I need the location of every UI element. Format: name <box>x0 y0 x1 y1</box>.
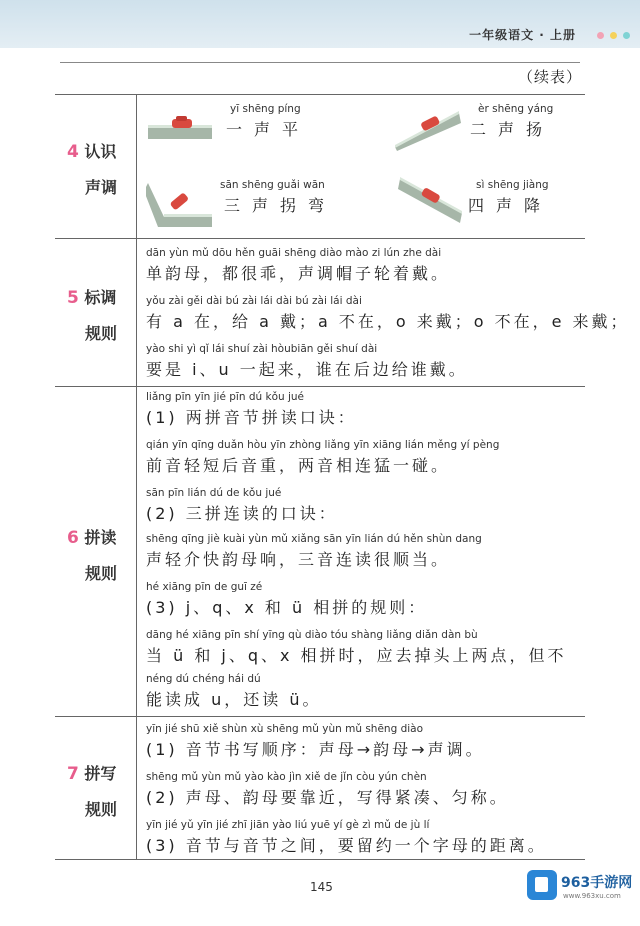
table-row-5 <box>55 238 630 386</box>
rule-lines <box>138 239 630 386</box>
row-label-cell <box>55 387 137 716</box>
row-label-cell <box>55 95 137 238</box>
text-line: (2) 声母、韵母要靠近，写得紧凑、匀称。 <box>146 788 509 807</box>
pinyin-line: yīn jié shū xiě shùn xù shēng mǔ yùn mǔ shēng diào <box>146 723 424 735</box>
table-row-6 <box>55 386 585 716</box>
tone-1-pinyin: yī shēng píng <box>230 103 301 115</box>
text-line: 声轻介快韵母响，三音连读很顺当。 <box>146 550 451 569</box>
row-title-2: 规则 <box>85 564 118 583</box>
dip-road-icon <box>146 173 216 229</box>
pink-dot <box>597 32 604 39</box>
tone-4-hanzi: 四声降 <box>468 196 553 215</box>
row-title: 6 拼读 <box>67 528 117 548</box>
row-title-2: 规则 <box>85 324 118 343</box>
tone-3-pinyin: sān shēng guǎi wān <box>220 179 325 191</box>
pinyin-line: dān yùn mǔ dōu hěn guāi shēng diào mào zi lún zhe dài <box>146 247 442 259</box>
table-row-4 <box>55 94 585 238</box>
text-line: (3) j、q、x 和 ü 相拼的规则： <box>146 598 428 617</box>
rule-lines <box>138 717 585 859</box>
continued-label: （续表） <box>517 68 582 86</box>
row-title: 4 认识 <box>67 142 117 162</box>
row-title-2: 规则 <box>85 800 118 819</box>
pinyin-line: shēng mǔ yùn mǔ yào kào jìn xiě de jǐn còu yún chèn <box>146 771 427 783</box>
row-title-2: 声调 <box>85 178 118 197</box>
pinyin-line: liǎng pīn yīn jié pīn dú kǒu jué <box>146 391 305 403</box>
tone-1-hanzi: 一声平 <box>226 120 311 139</box>
row-label-cell <box>55 239 137 386</box>
text-line: (2) 三拼连读的口诀： <box>146 504 338 523</box>
table-row-7 <box>55 716 585 860</box>
row-title: 7 拼写 <box>67 764 117 784</box>
text-line: 能读成 u，还读 ü。 <box>146 690 322 709</box>
row-title: 5 标调 <box>67 288 117 308</box>
tone-4-pinyin: sì shēng jiàng <box>476 179 549 191</box>
rising-road-icon <box>393 103 463 151</box>
phone-icon <box>527 870 557 900</box>
teal-dot <box>623 32 630 39</box>
watermark-url: www.963xu.com <box>563 892 621 900</box>
text-line: 有 a 在，给 a 戴；a 不在，o 来戴；o 不在，e 来戴； <box>146 312 630 331</box>
tone-2-pinyin: èr shēng yáng <box>478 103 554 115</box>
tone-2-hanzi: 二声扬 <box>470 120 555 139</box>
watermark-logo <box>527 868 637 908</box>
text-line: (1) 音节书写顺序：声母→韵母→声调。 <box>146 740 485 759</box>
pinyin-line: qián yīn qīng duǎn hòu yīn zhòng liǎng yīn xiāng lián měng yí pèng <box>146 439 500 451</box>
row-label-cell <box>55 717 137 859</box>
text-line: (3) 音节与音节之间，要留约一个字母的距离。 <box>146 836 547 855</box>
text-line: (1) 两拼音节拼读口诀： <box>146 408 357 427</box>
watermark-title: 963手游网 <box>561 875 633 891</box>
text-line: 当 ü 和 j、q、x 相拼时，应去掉头上两点，但不 <box>146 646 567 665</box>
page-number: 145 <box>310 880 333 894</box>
tones-cell <box>138 95 585 238</box>
pinyin-line: yào shi yì qǐ lái shuí zài hòubiān gěi shuí dài <box>146 343 378 355</box>
pinyin-line: dāng hé xiāng pīn shí yīng qù diào tóu shàng liǎng diǎn dàn bù <box>146 629 478 641</box>
text-line: 前音轻短后音重，两音相连猛一碰。 <box>146 456 451 475</box>
text-line: 要是 i、u 一起来，谁在后边给谁戴。 <box>146 360 468 379</box>
pinyin-line: néng dú chéng hái dú <box>146 673 261 685</box>
flat-road-icon <box>146 111 214 143</box>
rules-table <box>55 94 630 860</box>
pinyin-line: yīn jié yǔ yīn jié zhī jiān yào liú yuē yí gè zì mǔ de jù lí <box>146 819 430 831</box>
pinyin-line: shēng qīng jiè kuài yùn mǔ xiǎng sān yīn lián dú hěn shùn dang <box>146 533 482 545</box>
header-title: 一年级语文 · 上册 <box>469 28 576 42</box>
tone-3-hanzi: 三声拐弯 <box>224 196 337 215</box>
header-dots <box>597 32 630 39</box>
pinyin-line: yǒu zài gěi dài bú zài lái dài bú zài lái dài <box>146 295 362 307</box>
pinyin-line: hé xiāng pīn de guī zé <box>146 581 263 593</box>
rule-lines <box>138 387 585 716</box>
text-line: 单韵母，都很乖，声调帽子轮着戴。 <box>146 264 451 283</box>
pinyin-line: sān pīn lián dú de kǒu jué <box>146 487 282 499</box>
header-rule <box>60 62 580 63</box>
yellow-dot <box>610 32 617 39</box>
falling-road-icon <box>396 175 466 225</box>
